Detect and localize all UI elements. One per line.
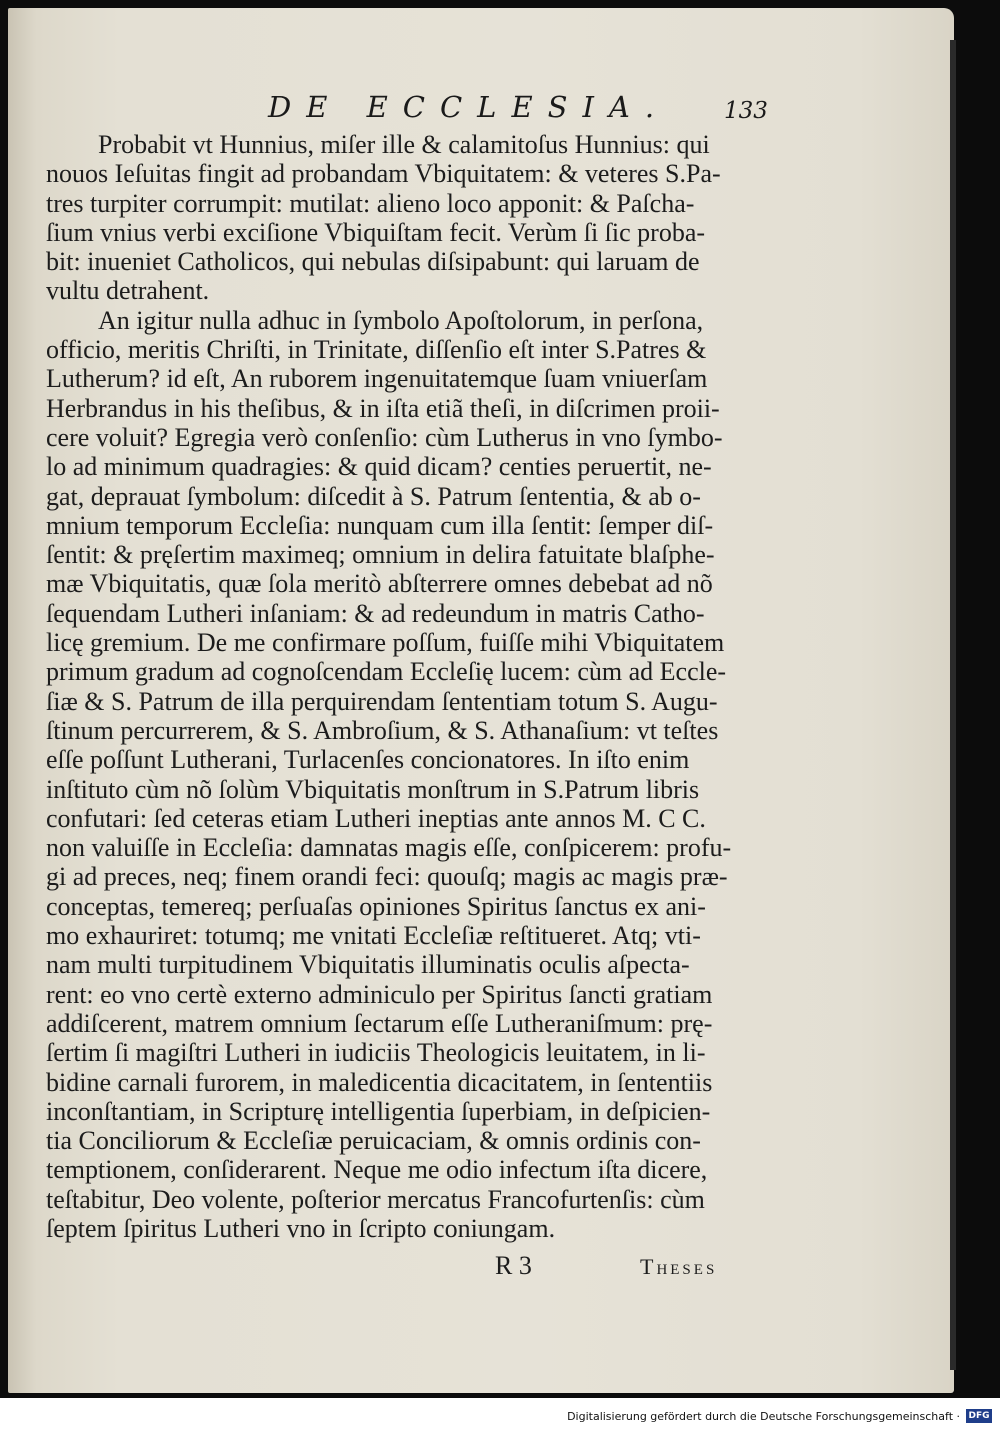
text-line: ſertim ſi magiſtri Lutheri in iudiciis Theologicis leuitatem, in li- — [46, 1038, 706, 1068]
text-line: lo ad minimum quadragies: & quid dicam? centies peruertit, ne- — [46, 452, 712, 482]
page-edge — [950, 40, 956, 1370]
text-line: non valuiſſe in Eccleſia: damnatas magis eſſe, conſpicerem: profu- — [46, 833, 732, 863]
text-line: bit: inueniet Catholicos, qui nebulas diſsipabunt: qui laruam de — [46, 247, 700, 277]
text-line: nouos Ieſuitas fingit ad probandam Vbiquitatem: & veteres S.Pa- — [46, 159, 721, 189]
text-line: rent: eo vno certè externo adminiculo per Spiritus ſancti gratiam — [46, 979, 713, 1009]
text-line: ſium vnius verbi exciſione Vbiquiſtam fecit. Verùm ſi ſic proba- — [46, 217, 706, 247]
text-line: licę gremium. De me confirmare poſſum, fuiſſe mihi Vbiquitatem — [46, 628, 725, 658]
text-line: mo exhauriret: totumq; me vnitati Eccleſiæ reſtitueret. Atq; vti- — [46, 921, 701, 951]
digitization-credit: Digitalisierung gefördert durch die Deutsche Forschungsgemeinschaft · — [567, 1410, 960, 1423]
text-line: ſeptem ſpiritus Lutheri vno in ſcripto coniungam. — [46, 1213, 556, 1243]
dfg-logo: DFG — [966, 1409, 992, 1423]
text-line: primum gradum ad cognoſcendam Eccleſię lucem: cùm ad Eccle- — [46, 657, 727, 687]
page-number: 133 — [724, 98, 768, 124]
text-line: vultu detrahent. — [46, 276, 210, 306]
text-line: inſtituto cùm nõ ſolùm Vbiquitatis monſtrum in S.Patrum libris — [46, 774, 700, 804]
text-line: addiſcerent, matrem omnium ſectarum eſſe Lutheraniſmum: prę- — [46, 1008, 713, 1038]
text-line: inconſtantiam, in Scripturę intelligentia ſuperbiam, in deſpicien- — [46, 1096, 711, 1126]
text-line: tia Conciliorum & Eccleſiæ peruicaciam, & omnis ordinis con- — [46, 1126, 701, 1156]
text-line: confutari: ſed ceteras etiam Lutheri ineptias ante annos M. C C. — [46, 803, 706, 833]
text-line: ſequendam Lutheri inſaniam: & ad redeundum in matris Catho- — [46, 598, 705, 628]
text-line: tres turpiter corrumpit: mutilat: alieno loco apponit: & Paſcha- — [46, 188, 695, 218]
text-line: teſtabitur, Deo volente, poſterior mercatus Francofurtenſis: cùm — [46, 1184, 705, 1214]
text-line: cere voluit? Egregia verò conſenſio: cùm Lutherus in vno ſymbo- — [46, 422, 723, 452]
text-line: temptionem, conſiderarent. Neque me odio infectum iſta dicere, — [46, 1155, 708, 1185]
text-line: eſſe poſſunt Lutherani, Turlacenſes concionatores. In iſto enim — [46, 745, 690, 775]
catchword: Theses — [640, 1254, 718, 1279]
running-head: DE ECCLESIA. — [268, 90, 670, 124]
body-text — [46, 130, 752, 1243]
text-line: mæ Vbiquitatis, quæ ſola meritò abſterrere omnes debebat ad nõ — [46, 569, 713, 599]
text-line: bidine carnali furorem, in maledicentia dicacitatem, in ſententiis — [46, 1067, 713, 1097]
text-line: conceptas, temereq; perſuaſas opiniones Spiritus ſanctus ex ani- — [46, 891, 706, 921]
text-line: An igitur nulla adhuc in ſymbolo Apoſtolorum, in perſona, — [98, 305, 704, 335]
text-line: officio, meritis Chriſti, in Trinitate, diſſenſio eſt inter S.Patres & — [46, 335, 707, 365]
text-line: Lutherum? id eſt, An ruborem ingenuitatemque ſuam vniuerſam — [46, 364, 708, 394]
text-line: nam multi turpitudinem Vbiquitatis illuminatis oculis aſpecta- — [46, 950, 690, 980]
text-line: ſtinum percurrerem, & S. Ambroſium, & S. Athanaſium: vt teſtes — [46, 715, 719, 745]
text-line: ſentit: & pręſertim maximeq; omnium in delira fatuitate blaſphe- — [46, 540, 715, 570]
text-line: Probabit vt Hunnius, miſer ille & calamitoſus Hunnius: qui — [98, 130, 710, 159]
text-line: mnium temporum Eccleſia: nunquam cum illa ſentit: ſemper diſ- — [46, 510, 714, 540]
text-line: gi ad preces, neq; finem orandi feci: quouſq; magis ac magis præ- — [46, 862, 728, 892]
text-line: Herbrandus in his theſibus, & in iſta etiã theſi, in diſcrimen proii- — [46, 393, 720, 423]
signature-mark: R 3 — [495, 1251, 532, 1280]
text-line: gat, deprauat ſymbolum: diſcedit à S. Patrum ſententia, & ab o- — [46, 481, 701, 511]
text-line: ſiæ & S. Patrum de illa perquirendam ſententiam totum S. Augu- — [46, 686, 718, 716]
